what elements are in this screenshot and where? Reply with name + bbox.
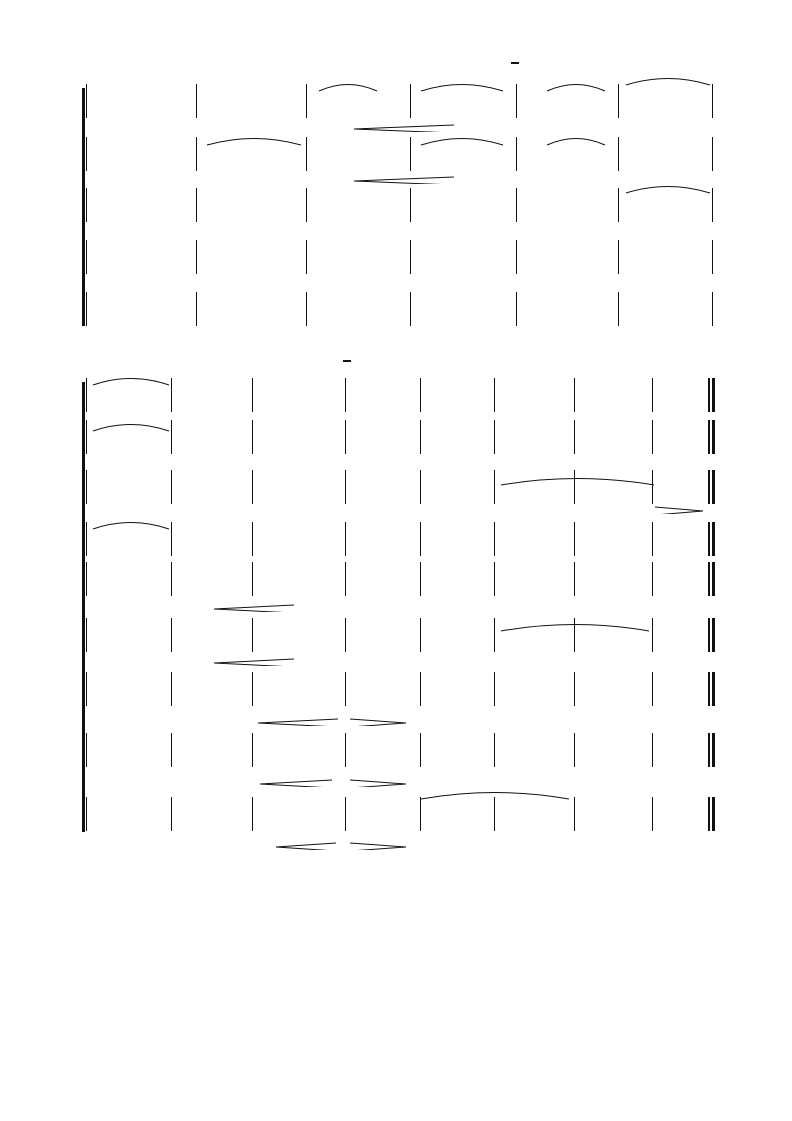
barline [252, 672, 253, 706]
measure [622, 300, 708, 326]
measure [200, 300, 302, 326]
measure [349, 570, 416, 596]
measure [175, 805, 248, 831]
barline [420, 672, 421, 706]
measure [656, 478, 704, 504]
measure [90, 478, 167, 504]
slur [206, 134, 302, 146]
rehearsal-mark [511, 62, 519, 64]
barline [494, 378, 495, 412]
measure [256, 805, 341, 831]
measure [90, 196, 192, 222]
decrescendo-hairpin [350, 718, 406, 726]
barline [252, 562, 253, 596]
staff-row [0, 248, 792, 274]
barline-final [712, 562, 715, 596]
barline [420, 733, 421, 767]
measure [424, 570, 490, 596]
measure [90, 248, 192, 274]
measure [498, 680, 570, 706]
barline [652, 618, 653, 652]
barline [171, 797, 172, 831]
barline [494, 470, 495, 504]
barline [86, 240, 87, 274]
measure [175, 680, 248, 706]
barline [86, 733, 87, 767]
barline-end [708, 522, 710, 556]
measure [175, 741, 248, 767]
barline [494, 420, 495, 454]
measure [200, 196, 302, 222]
barline [196, 188, 197, 222]
slur [625, 182, 711, 194]
measure [349, 530, 416, 556]
barline [86, 188, 87, 222]
barline-end [712, 240, 713, 274]
measure [520, 196, 614, 222]
measure [349, 626, 416, 652]
barline [252, 378, 253, 412]
barline [574, 522, 575, 556]
barline [86, 797, 87, 831]
barline [306, 84, 307, 118]
barline [196, 240, 197, 274]
measure [656, 530, 704, 556]
barline-end [708, 672, 710, 706]
measure [310, 248, 406, 274]
staff-row [0, 196, 792, 222]
barline [494, 797, 495, 831]
barline [574, 562, 575, 596]
barline [574, 420, 575, 454]
barline [420, 562, 421, 596]
measure [622, 145, 708, 171]
measure [578, 680, 648, 706]
slur [420, 80, 504, 92]
barline [345, 378, 346, 412]
measure [256, 680, 341, 706]
barline [494, 562, 495, 596]
barline [420, 618, 421, 652]
measure [90, 300, 192, 326]
barline [196, 84, 197, 118]
measure [90, 92, 192, 118]
measure [424, 626, 490, 652]
barline [86, 618, 87, 652]
barline [86, 378, 87, 412]
decrescendo-hairpin [350, 842, 406, 850]
barline-end [708, 618, 710, 652]
measure [578, 570, 648, 596]
barline [86, 470, 87, 504]
barline [171, 672, 172, 706]
barline [652, 672, 653, 706]
measure [498, 805, 570, 831]
barline [345, 733, 346, 767]
barline [252, 522, 253, 556]
barline [196, 137, 197, 171]
measure [256, 626, 341, 652]
barline [494, 733, 495, 767]
staff-row [0, 92, 792, 118]
staff-row [0, 145, 792, 171]
barline [574, 797, 575, 831]
barline [410, 137, 411, 171]
barline-final [712, 733, 715, 767]
slur [92, 420, 170, 432]
measure [90, 570, 167, 596]
barline-end [708, 562, 710, 596]
measure [424, 741, 490, 767]
measure [256, 428, 341, 454]
measure [498, 741, 570, 767]
barline [86, 522, 87, 556]
measure [520, 92, 614, 118]
measure [622, 92, 708, 118]
measure [256, 478, 341, 504]
slur [318, 80, 378, 92]
barline [410, 188, 411, 222]
measure [424, 428, 490, 454]
measure [90, 530, 167, 556]
measure [656, 626, 704, 652]
slur [546, 80, 606, 92]
staff-row [0, 626, 792, 652]
measure [578, 805, 648, 831]
measure [498, 570, 570, 596]
crescendo-hairpin [276, 842, 336, 850]
measure [175, 570, 248, 596]
barline [516, 137, 517, 171]
barline [345, 522, 346, 556]
measure [520, 145, 614, 171]
measure [310, 92, 406, 118]
barline [410, 240, 411, 274]
measure [175, 478, 248, 504]
barline-end [708, 420, 710, 454]
barline-final [712, 378, 715, 412]
slur [92, 518, 170, 530]
measure [90, 741, 167, 767]
barline [618, 137, 619, 171]
barline [171, 562, 172, 596]
measure [200, 145, 302, 171]
barline [652, 378, 653, 412]
staff-row [0, 805, 792, 831]
barline [345, 562, 346, 596]
measure [520, 300, 614, 326]
barline [86, 672, 87, 706]
measure [200, 92, 302, 118]
slur [420, 134, 504, 146]
rehearsal-mark [343, 360, 351, 362]
measure [256, 530, 341, 556]
barline-final [712, 470, 715, 504]
barline-end [708, 733, 710, 767]
barline-end [712, 137, 713, 171]
measure [90, 805, 167, 831]
measure [175, 530, 248, 556]
barline [618, 84, 619, 118]
measure [498, 386, 570, 412]
barline [345, 797, 346, 831]
measure [656, 741, 704, 767]
measure [414, 145, 512, 171]
measure [656, 680, 704, 706]
barline [171, 420, 172, 454]
barline [306, 292, 307, 326]
measure [656, 805, 704, 831]
measure [578, 530, 648, 556]
measure [349, 478, 416, 504]
barline [306, 137, 307, 171]
staff-row [0, 478, 792, 504]
slur [500, 620, 650, 632]
measure [90, 680, 167, 706]
crescendo-hairpin [354, 124, 454, 132]
barline [252, 618, 253, 652]
measure [622, 248, 708, 274]
measure [520, 248, 614, 274]
barline [345, 470, 346, 504]
barline [345, 672, 346, 706]
barline [410, 292, 411, 326]
barline-end [708, 797, 710, 831]
barline [652, 733, 653, 767]
barline-end [712, 84, 713, 118]
barline [494, 522, 495, 556]
measure [310, 196, 406, 222]
barline-end [708, 470, 710, 504]
slur [546, 134, 606, 146]
measure [424, 478, 490, 504]
barline-end [708, 378, 710, 412]
barline [252, 797, 253, 831]
barline [420, 522, 421, 556]
barline [345, 618, 346, 652]
measure [256, 741, 341, 767]
barline [516, 84, 517, 118]
barline [86, 562, 87, 596]
slur [92, 374, 170, 386]
barline [494, 672, 495, 706]
barline [345, 420, 346, 454]
measure [90, 626, 167, 652]
barline [171, 378, 172, 412]
barline [420, 470, 421, 504]
measure [656, 570, 704, 596]
barline [652, 797, 653, 831]
measure [414, 300, 512, 326]
barline [171, 733, 172, 767]
slur [420, 788, 570, 800]
measure [414, 196, 512, 222]
measure [424, 386, 490, 412]
measure [656, 386, 704, 412]
measure [256, 386, 341, 412]
barline [516, 292, 517, 326]
barline [420, 378, 421, 412]
barline [618, 188, 619, 222]
barline [410, 84, 411, 118]
measure [175, 428, 248, 454]
barline-end [712, 292, 713, 326]
barline [574, 733, 575, 767]
barline [652, 420, 653, 454]
measure [578, 741, 648, 767]
staff-row [0, 530, 792, 556]
barline [516, 240, 517, 274]
barline [86, 292, 87, 326]
measure [310, 300, 406, 326]
measure [90, 386, 167, 412]
staff-row [0, 680, 792, 706]
measure [90, 145, 192, 171]
barline [171, 522, 172, 556]
barline [86, 420, 87, 454]
measure [256, 570, 341, 596]
decrescendo-hairpin [655, 506, 703, 514]
barline [618, 292, 619, 326]
barline-final [712, 672, 715, 706]
staff-row [0, 386, 792, 412]
measure [175, 626, 248, 652]
measure [622, 196, 708, 222]
barline [306, 188, 307, 222]
crescendo-hairpin [258, 718, 338, 726]
barline-final [712, 618, 715, 652]
measure [175, 386, 248, 412]
crescendo-hairpin [260, 779, 332, 787]
barline [652, 522, 653, 556]
measure [578, 428, 648, 454]
measure [498, 530, 570, 556]
staff-row [0, 570, 792, 596]
measure [578, 386, 648, 412]
barline [652, 562, 653, 596]
barline [171, 618, 172, 652]
slur [625, 74, 711, 86]
decrescendo-hairpin [350, 779, 406, 787]
barline [618, 240, 619, 274]
crescendo-hairpin [354, 176, 454, 184]
barline [171, 470, 172, 504]
measure [656, 428, 704, 454]
measure [349, 386, 416, 412]
barline [252, 733, 253, 767]
barline-end [712, 188, 713, 222]
barline [574, 672, 575, 706]
staff-row [0, 741, 792, 767]
barline-final [712, 522, 715, 556]
barline-final [712, 420, 715, 454]
barline [86, 84, 87, 118]
barline [306, 240, 307, 274]
barline [86, 137, 87, 171]
measure [349, 805, 416, 831]
measure [498, 428, 570, 454]
barline [252, 420, 253, 454]
measure [349, 680, 416, 706]
measure [424, 805, 490, 831]
barline [420, 797, 421, 831]
barline [252, 470, 253, 504]
barline [516, 188, 517, 222]
barline [494, 618, 495, 652]
barline [196, 292, 197, 326]
measure [424, 530, 490, 556]
staff-row [0, 300, 792, 326]
measure [424, 680, 490, 706]
measure [200, 248, 302, 274]
measure [349, 428, 416, 454]
crescendo-hairpin [214, 658, 294, 666]
measure [349, 741, 416, 767]
barline [420, 420, 421, 454]
slur [500, 474, 655, 486]
measure [310, 145, 406, 171]
crescendo-hairpin [214, 604, 294, 612]
barline [574, 378, 575, 412]
measure [414, 92, 512, 118]
barline-final [712, 797, 715, 831]
measure [414, 248, 512, 274]
